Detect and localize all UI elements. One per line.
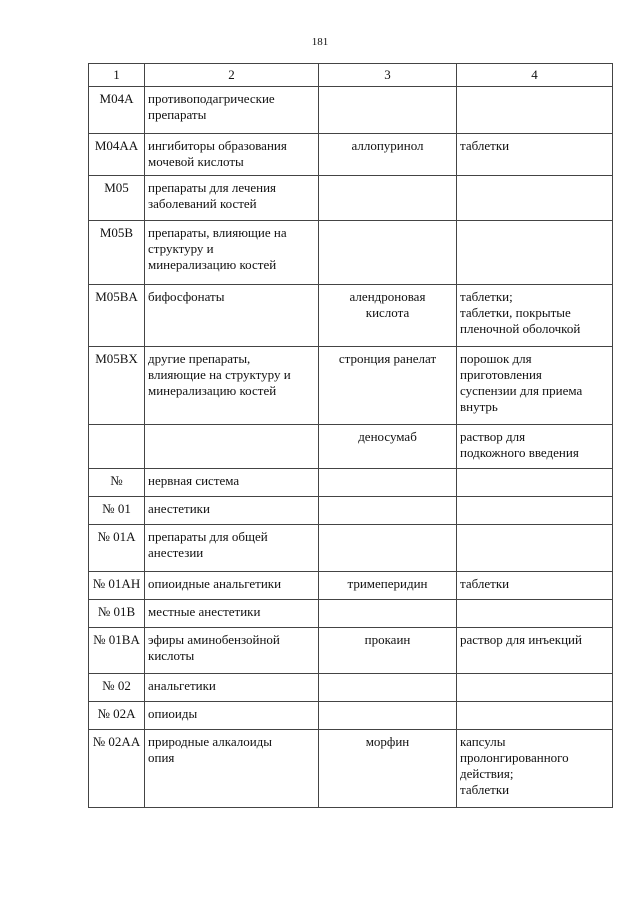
header-cell: 4	[457, 64, 613, 87]
dosage-form-cell: порошок для приготовления суспензии для приема внутрь	[457, 347, 613, 425]
table-row	[89, 674, 613, 702]
dosage-form-cell: таблетки	[457, 134, 613, 176]
page-number: 181	[311, 36, 329, 48]
drug-name-cell: тримеперидин	[319, 572, 457, 600]
group-name-cell: эфиры аминобензойной кислоты	[145, 628, 319, 674]
atc-code-cell: № 02AA	[89, 730, 145, 808]
drug-name-cell	[319, 702, 457, 730]
group-name-cell: анальгетики	[145, 674, 319, 702]
atc-code-cell: №	[89, 469, 145, 497]
table-row	[89, 525, 613, 572]
atc-code-cell: M04AA	[89, 134, 145, 176]
dosage-form-cell	[457, 525, 613, 572]
drug-name-cell: прокаин	[319, 628, 457, 674]
drug-name-cell	[319, 176, 457, 221]
table-row	[89, 87, 613, 134]
atc-code-cell: M05B	[89, 221, 145, 285]
group-name-cell: местные анестетики	[145, 600, 319, 628]
table-row	[89, 730, 613, 808]
dosage-form-cell: раствор для инъекций	[457, 628, 613, 674]
group-name-cell: бифосфонаты	[145, 285, 319, 347]
atc-code-cell: M05BA	[89, 285, 145, 347]
group-name-cell: препараты для общей анестезии	[145, 525, 319, 572]
atc-code-cell: № 02A	[89, 702, 145, 730]
table-header-row	[89, 64, 613, 87]
dosage-form-cell: таблетки; таблетки, покрытые пленочной оболочкой	[457, 285, 613, 347]
atc-code-cell	[89, 425, 145, 469]
drug-name-cell	[319, 221, 457, 285]
drug-name-cell: алендроновая кислота	[319, 285, 457, 347]
table-row	[89, 469, 613, 497]
table-row	[89, 285, 613, 347]
group-name-cell: препараты для лечения заболеваний костей	[145, 176, 319, 221]
atc-code-cell: № 01B	[89, 600, 145, 628]
drug-name-cell: стронция ранелат	[319, 347, 457, 425]
group-name-cell: другие препараты, влияющие на структуру и минерализацию костей	[145, 347, 319, 425]
header-cell: 3	[319, 64, 457, 87]
atc-code-cell: M04A	[89, 87, 145, 134]
group-name-cell: анестетики	[145, 497, 319, 525]
drug-table	[88, 63, 613, 808]
dosage-form-cell	[457, 600, 613, 628]
dosage-form-cell	[457, 469, 613, 497]
dosage-form-cell	[457, 674, 613, 702]
dosage-form-cell	[457, 176, 613, 221]
group-name-cell: препараты, влияющие на структуру и минерализацию костей	[145, 221, 319, 285]
table-row	[89, 702, 613, 730]
drug-name-cell: деносумаб	[319, 425, 457, 469]
atc-code-cell: № 01A	[89, 525, 145, 572]
dosage-form-cell	[457, 702, 613, 730]
group-name-cell: противоподагрические препараты	[145, 87, 319, 134]
table-row	[89, 221, 613, 285]
group-name-cell: нервная система	[145, 469, 319, 497]
group-name-cell: природные алкалоиды опия	[145, 730, 319, 808]
atc-code-cell: № 01	[89, 497, 145, 525]
table-row	[89, 600, 613, 628]
drug-name-cell	[319, 600, 457, 628]
group-name-cell: ингибиторы образования мочевой кислоты	[145, 134, 319, 176]
drug-name-cell: морфин	[319, 730, 457, 808]
table-row	[89, 176, 613, 221]
drug-name-cell	[319, 674, 457, 702]
drug-name-cell	[319, 497, 457, 525]
header-cell: 1	[89, 64, 145, 87]
dosage-form-cell: таблетки	[457, 572, 613, 600]
atc-code-cell: № 02	[89, 674, 145, 702]
atc-code-cell: M05BX	[89, 347, 145, 425]
dosage-form-cell	[457, 497, 613, 525]
drug-name-cell	[319, 525, 457, 572]
atc-code-cell: № 01AH	[89, 572, 145, 600]
table-row	[89, 347, 613, 425]
dosage-form-cell: капсулы пролонгированного действия; таблетки	[457, 730, 613, 808]
table-row	[89, 425, 613, 469]
group-name-cell: опиоидные анальгетики	[145, 572, 319, 600]
atc-code-cell: M05	[89, 176, 145, 221]
group-name-cell: опиоиды	[145, 702, 319, 730]
table-row	[89, 628, 613, 674]
dosage-form-cell	[457, 221, 613, 285]
drug-name-cell	[319, 87, 457, 134]
table-row	[89, 497, 613, 525]
dosage-form-cell: раствор для подкожного введения	[457, 425, 613, 469]
table-row	[89, 134, 613, 176]
header-cell: 2	[145, 64, 319, 87]
drug-name-cell	[319, 469, 457, 497]
table-row	[89, 572, 613, 600]
atc-code-cell: № 01BA	[89, 628, 145, 674]
dosage-form-cell	[457, 87, 613, 134]
group-name-cell	[145, 425, 319, 469]
drug-name-cell: аллопуринол	[319, 134, 457, 176]
